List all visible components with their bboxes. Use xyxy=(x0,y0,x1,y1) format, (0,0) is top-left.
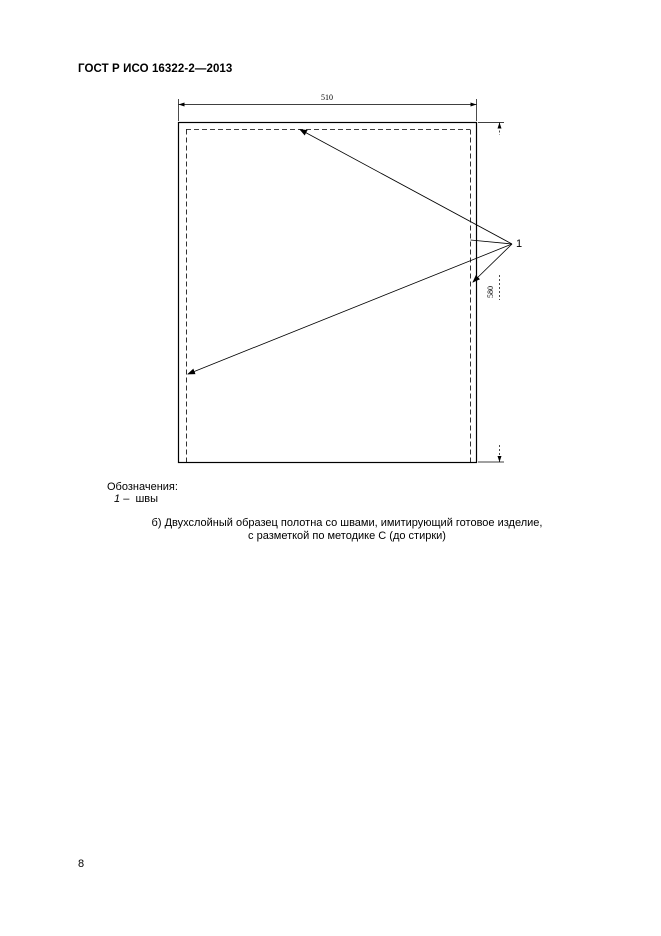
figure-caption xyxy=(0,517,661,543)
page-number: 8 xyxy=(78,858,85,870)
legend-item-text: швы xyxy=(135,493,159,505)
height-dimension-label: 580 xyxy=(486,286,495,298)
seam-lines xyxy=(186,130,471,463)
seam-leaders xyxy=(188,130,512,375)
legend-item xyxy=(114,493,158,505)
width-dimension xyxy=(179,99,477,121)
figure-caption-line-1: б) Двухслойный образец полотна со швами, имитирующий готовое изделие, xyxy=(151,517,543,529)
sample-outline xyxy=(179,123,477,463)
legend-item-dash: – xyxy=(123,493,130,505)
width-dimension-label: 510 xyxy=(321,93,333,102)
seam-callout-number: 1 xyxy=(516,238,523,250)
figure-caption-line-2: с разметкой по методике С (до стирки) xyxy=(248,530,446,542)
legend-title: Обозначения: xyxy=(107,481,178,493)
document-header: ГОСТ Р ИСО 16322-2—2013 xyxy=(78,63,233,75)
legend-item-number: 1 xyxy=(114,493,121,505)
